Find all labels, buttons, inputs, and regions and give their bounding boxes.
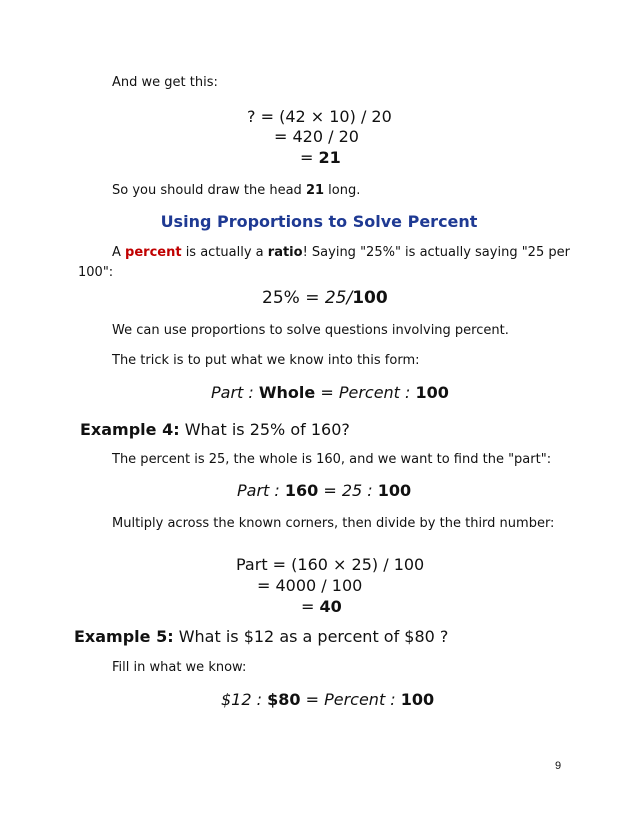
example-4-calc-line-1: Part = (160 × 25) / 100 xyxy=(236,555,425,574)
example-4-result: 40 xyxy=(319,597,342,616)
example-5-label: Example 5: xyxy=(74,627,174,646)
percent-equation: 25% = 25/100 xyxy=(262,288,388,308)
example-5-equation: $12 : $80 = Percent : 100 xyxy=(221,690,435,709)
equation-line-3 xyxy=(300,148,341,167)
conclusion-value: 21 xyxy=(305,183,325,198)
conclusion-text: So you should draw the head 21 long. xyxy=(112,183,361,198)
example-4-description: The percent is 25, the whole is 160, and we want to find the "part": xyxy=(112,452,552,467)
equals-sign: = xyxy=(300,148,319,167)
example-5-heading: Example 5: What is $12 as a percent of $80 ? xyxy=(74,627,449,646)
example-4-label: Example 4: xyxy=(80,420,180,439)
equation-line-2: = 420 / 20 xyxy=(274,127,359,146)
example-5-description: Fill in what we know: xyxy=(112,660,247,675)
example-4-calc-line-2: = 4000 / 100 xyxy=(257,576,363,595)
proportions-text: We can use proportions to solve questions involving percent. xyxy=(112,323,509,338)
example-4-heading: Example 4: What is 25% of 160? xyxy=(80,420,350,439)
example-4-instruction: Multiply across the known corners, then divide by the third number: xyxy=(112,516,555,531)
page-number: 9 xyxy=(555,760,562,772)
percent-intro-line-1: A percent is actually a ratio! Saying "25%" is actually saying "25 per xyxy=(112,245,570,260)
ratio-term: ratio xyxy=(267,245,303,260)
example-4-calc-line-3: = 40 xyxy=(301,597,342,616)
equation-result: 21 xyxy=(318,148,341,167)
trick-text: The trick is to put what we know into this form: xyxy=(112,353,420,368)
proportion-form: Part : Whole = Percent : 100 xyxy=(211,383,449,402)
equation-line-1: ? = (42 × 10) / 20 xyxy=(247,107,392,126)
section-heading: Using Proportions to Solve Percent xyxy=(160,212,478,231)
example-4-equation: Part : 160 = 25 : 100 xyxy=(237,481,412,500)
intro-text: And we get this: xyxy=(112,75,218,90)
percent-intro-line-2: 100": xyxy=(78,265,114,280)
percent-term: percent xyxy=(125,245,182,260)
